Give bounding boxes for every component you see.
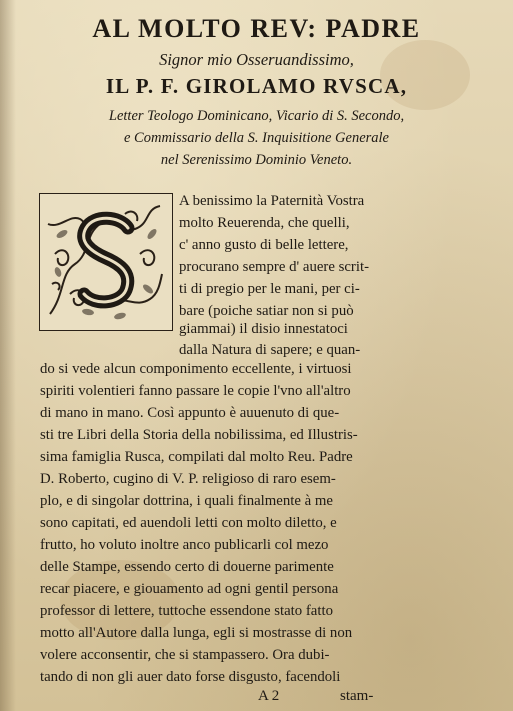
dedication-salutation: Signor mio Osseruandissimo, <box>159 50 354 69</box>
body-line: di mano in mano. Così appunto è auuenuto di que- <box>40 405 340 421</box>
body-line: A benissimo la Paternità Vostra <box>179 193 365 209</box>
body-line: sima famiglia Rusca, compilati dal molto Reu. Padre <box>40 449 353 465</box>
body-line: volere acconsentir, che si stampassero. Ora dubi- <box>40 647 330 663</box>
body-line: frutto, ho voluto inoltre anco publicarli col mezo <box>40 537 329 553</box>
decorated-initial-s-icon <box>39 193 173 331</box>
body-line: motto all'Autore dalla lunga, egli si mostrasse di non <box>40 625 353 641</box>
body-line: molto Reuerenda, che quelli, <box>179 215 350 231</box>
body-line: D. Roberto, cugino di V. P. religioso di raro esem- <box>40 471 336 487</box>
dedication-title: AL MOLTO REV: PADRE <box>92 14 421 43</box>
body-line: delle Stampe, essendo certo di douerne parimente <box>40 559 334 575</box>
page-gutter-shadow <box>0 0 16 711</box>
catchword: stam- <box>340 688 374 704</box>
dedicatee-title-line-3: nel Serenissimo Dominio Veneto. <box>160 152 353 168</box>
body-line: tando di non gli auer dato forse disgusto, facendoli <box>40 669 341 685</box>
body-line: giammai) il disio innestatoci <box>179 321 348 337</box>
body-line: sono capitati, ed auendoli letti con molto diletto, e <box>40 515 337 531</box>
body-line: sti tre Libri della Storia della nobilissima, ed Illustris- <box>40 427 358 443</box>
body-line: recar piacere, e giouamento ad ogni gentil persona <box>40 581 339 597</box>
body-line: c' anno gusto di belle lettere, <box>179 237 349 253</box>
body-line: do si vede alcun componimento eccellente, i virtuosi <box>40 361 352 377</box>
body-line: spiriti volentieri fanno passare le copie l'vno all'altro <box>40 383 351 399</box>
body-line: ti di pregio per le mani, per ci- <box>179 281 360 297</box>
signature-mark: A 2 <box>258 688 280 704</box>
body-line: plo, e di singolar dottrina, i quali finalmente à me <box>40 493 333 509</box>
body-line: bare (poiche satiar non si può <box>179 303 354 319</box>
body-line: procurano sempre d' auere scrit- <box>179 259 370 275</box>
dedicatee-title-line-1: Letter Teologo Dominicano, Vicario di S. Secondo, <box>108 108 405 124</box>
body-line: professor di lettere, tuttoche essendone stato fatto <box>40 603 333 619</box>
dedicatee-name: IL P. F. GIROLAMO RVSCA, <box>105 74 408 98</box>
body-line: dalla Natura di sapere; e quan- <box>179 342 361 358</box>
dedicatee-title-line-2: e Commissario della S. Inquisitione Generale <box>123 130 389 146</box>
